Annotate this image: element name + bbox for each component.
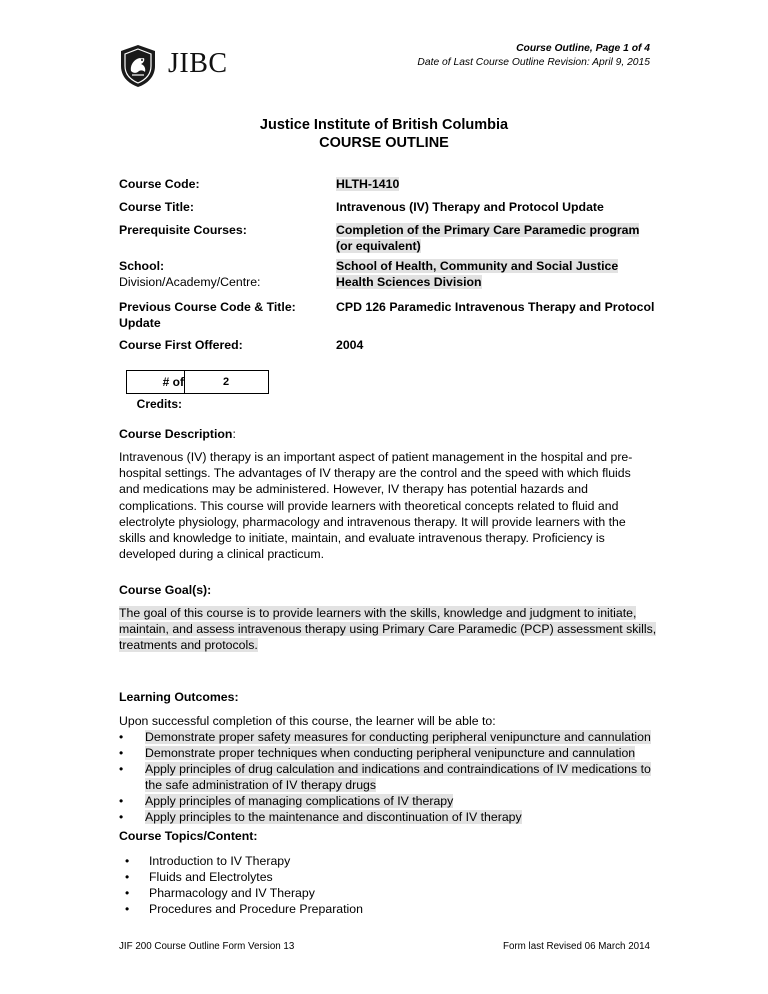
description-heading-colon: :	[232, 427, 236, 441]
page-number-label: Course Outline, Page 1 of 4	[516, 43, 650, 54]
description-heading-text: Course Description	[119, 427, 233, 441]
previous-course-value: CPD 126 Paramedic Intravenous Therapy and Protocol	[336, 300, 655, 314]
course-title-label: Course Title:	[119, 200, 194, 214]
outcomes-list	[119, 729, 659, 825]
prerequisite-value: Completion of the Primary Care Paramedic program (or equivalent)	[336, 223, 640, 253]
revision-date: Date of Last Course Outline Revision: April 9, 2015	[417, 57, 650, 68]
previous-course-label-line2: Update	[119, 316, 161, 330]
topics-heading: Course Topics/Content:	[119, 829, 258, 843]
list-item: • Introduction to IV Therapy	[119, 853, 619, 869]
topics-list	[119, 853, 619, 917]
previous-course-label	[119, 299, 309, 331]
school-label	[119, 258, 309, 290]
credits-value: 2	[223, 376, 230, 388]
institution-name: Justice Institute of British Columbia	[259, 117, 509, 133]
credits-label: # of Credits:	[136, 375, 184, 411]
logo-wordmark: JIBC	[168, 48, 228, 79]
list-item: • Apply principles to the maintenance and discontinuation of IV therapy	[119, 809, 659, 825]
list-item: • Apply principles of managing complications of IV therapy	[119, 793, 659, 809]
credits-box	[126, 370, 269, 411]
list-item: • Pharmacology and IV Therapy	[119, 885, 619, 901]
jibc-seal-icon	[118, 44, 158, 88]
footer-form-version: JIF 200 Course Outline Form Version 13	[119, 941, 295, 952]
course-title-value: Intravenous (IV) Therapy and Protocol Update	[336, 200, 604, 214]
description-heading	[119, 426, 236, 442]
outcomes-intro: Upon successful completion of this course, the learner will be able to:	[119, 714, 496, 728]
school-value-line2: Health Sciences Division	[336, 275, 482, 289]
document-title	[0, 116, 768, 152]
goals-heading: Course Goal(s):	[119, 583, 212, 597]
school-value-line1: School of Health, Community and Social Justice	[336, 259, 619, 273]
outline-heading: COURSE OUTLINE	[319, 135, 449, 151]
list-item: • Fluids and Electrolytes	[119, 869, 619, 885]
list-item: • Apply principles of drug calculation and indications and contraindications of IV medications to the safe administration of IV therapy drugs	[119, 761, 659, 793]
course-code-value: HLTH-1410	[336, 177, 400, 191]
first-offered-label: Course First Offered:	[119, 338, 243, 352]
outcomes-heading: Learning Outcomes:	[119, 690, 239, 704]
page-header-info	[417, 42, 650, 70]
list-item: • Demonstrate proper safety measures for conducting peripheral venipuncture and cannulation	[119, 729, 659, 745]
list-item: • Demonstrate proper techniques when conducting peripheral venipuncture and cannulation	[119, 745, 659, 761]
school-label-line2: Division/Academy/Centre:	[119, 275, 261, 289]
list-item: • Procedures and Procedure Preparation	[119, 901, 619, 917]
course-code-label: Course Code:	[119, 177, 200, 191]
jibc-logo	[118, 42, 228, 94]
school-label-line1: School:	[119, 259, 165, 273]
prerequisite-label: Prerequisite Courses:	[119, 223, 247, 237]
previous-course-label-line1: Previous Course Code & Title:	[119, 300, 296, 314]
description-text: Intravenous (IV) therapy is an important aspect of patient management in the hospital and pre-hospital settings. The advantages of IV therapy are the control and the speed with which fluids and medications may be administered. However, IV therapy has potential hazards and complications. This course will provide learners with theoretical concepts related to fluid and electrolyte physiology, pharmacology and intravenous therapy. It will provide learners with the skills and knowledge to initiate, maintain, and evaluate intravenous therapy. Proficiency is developed during a clinical practicum.	[119, 450, 633, 562]
goals-text: The goal of this course is to provide learners with the skills, knowledge and judgment to initiate, maintain, and assess intravenous therapy using Primary Care Paramedic (PCP) assessment skills, treatments and protocols.	[119, 606, 657, 653]
footer-revised-date: Form last Revised 06 March 2014	[502, 941, 650, 952]
school-value	[336, 258, 666, 290]
first-offered-value: 2004	[336, 338, 364, 352]
